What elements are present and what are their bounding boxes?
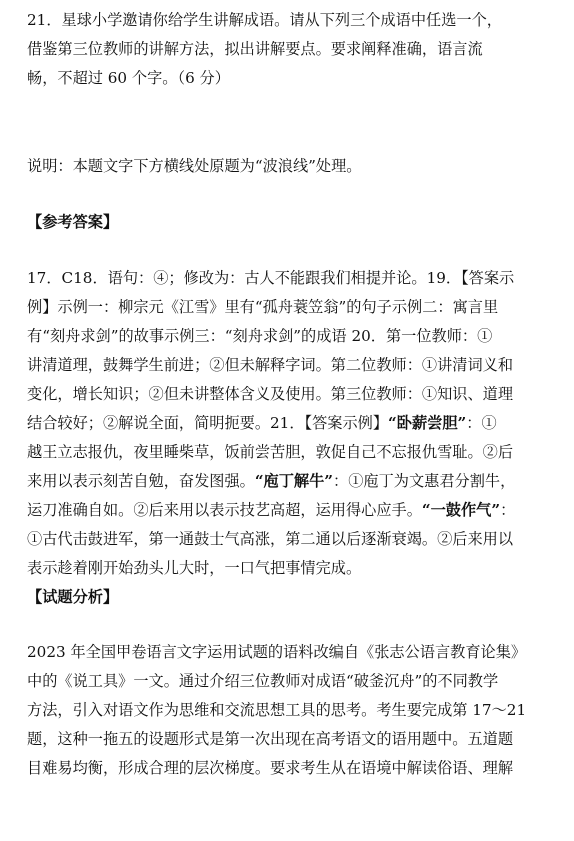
answer-line-5: 变化，增长知识；②但未讲整体含义及使用。第三位教师：①知识、道理 [27,385,513,403]
answer-line-7: 越王立志报仇，夜里睡柴草，饭前尝苦胆，敦促自己不忘报仇雪耻。②后 [27,443,513,461]
q21-line-1: 21．星球小学邀请你给学生讲解成语。请从下列三个成语中任选一个， [27,11,502,29]
answer-text: ： [500,501,516,519]
answer-line-8 [27,471,560,491]
answer-text: 运刀准确自如。②后来用以表示技艺高超，运用得心应手。 [27,501,422,519]
answer-line-2: 例】示例一：柳宗元《江雪》里有“孤舟蓑笠翁”的句子示例二：寓言里 [27,298,499,316]
analysis-line-5: 目难易均衡，形成合理的层次梯度。要求考生从在语境中解读俗语、理解 [27,759,513,777]
analysis-heading: 【试题分析】 [27,588,119,606]
q21-line-3: 畅，不超过 60 个字。（6 分） [27,69,230,87]
idiom-term-pdjn: “庖丁解牛” [254,472,334,490]
answer-line-9 [27,500,560,520]
answer-text: ：① [466,414,497,432]
q21-line-2: 借鉴第三位教师的讲解方法，拟出讲解要点。要求阐释准确，语言流 [27,40,483,58]
answer-line-3: 有“刻舟求剑”的故事示例三：“刻舟求剑”的成语 20．第一位教师：① [27,327,493,345]
analysis-line-4: 题，这种一拖五的设题形式是第一次出现在高考语文的语用题中。五道题 [27,730,513,748]
answer-text: ：①庖丁为文惠君分割牛， [333,472,516,490]
answer-line-1: 17．C18．语句：④；修改为：古人不能跟我们相提并论。19．【答案示 [27,269,515,287]
answer-line-11: 表示趁着刚开始劲头儿大时，一口气把事情完成。 [27,559,362,577]
idiom-term-ygzq: “一鼓作气” [421,501,501,519]
idiom-term-wxcd: “卧薪尝胆” [388,414,467,432]
answer-text: 来用以表示刻苦自勉，奋发图强。 [27,472,255,490]
analysis-line-2: 中的《说工具》一文。通过介绍三位教师对成语“破釜沉舟”的不同教学 [27,672,499,690]
answer-line-4: 讲清道理，鼓舞学生前进；②但未解释字词。第二位教师：①讲清词义和 [27,356,513,374]
analysis-line-3: 方法，引入对语文作为思维和交流思想工具的思考。考生要完成第 17～21 [27,701,527,719]
answer-text: 结合较好；②解说全面，简明扼要。21．【答案示例】 [27,414,389,432]
q21-note: 说明：本题文字下方横线处原题为“波浪线”处理。 [27,157,362,175]
answer-line-10: ①古代击鼓进军，第一通鼓士气高涨，第二通以后逐渐衰竭。②后来用以 [27,530,513,548]
answer-heading: 【参考答案】 [27,213,119,231]
analysis-line-1: 2023 年全国甲卷语言文字运用试题的语料改编自《张志公语言教育论集》 [27,643,527,661]
answer-line-6 [27,413,560,433]
